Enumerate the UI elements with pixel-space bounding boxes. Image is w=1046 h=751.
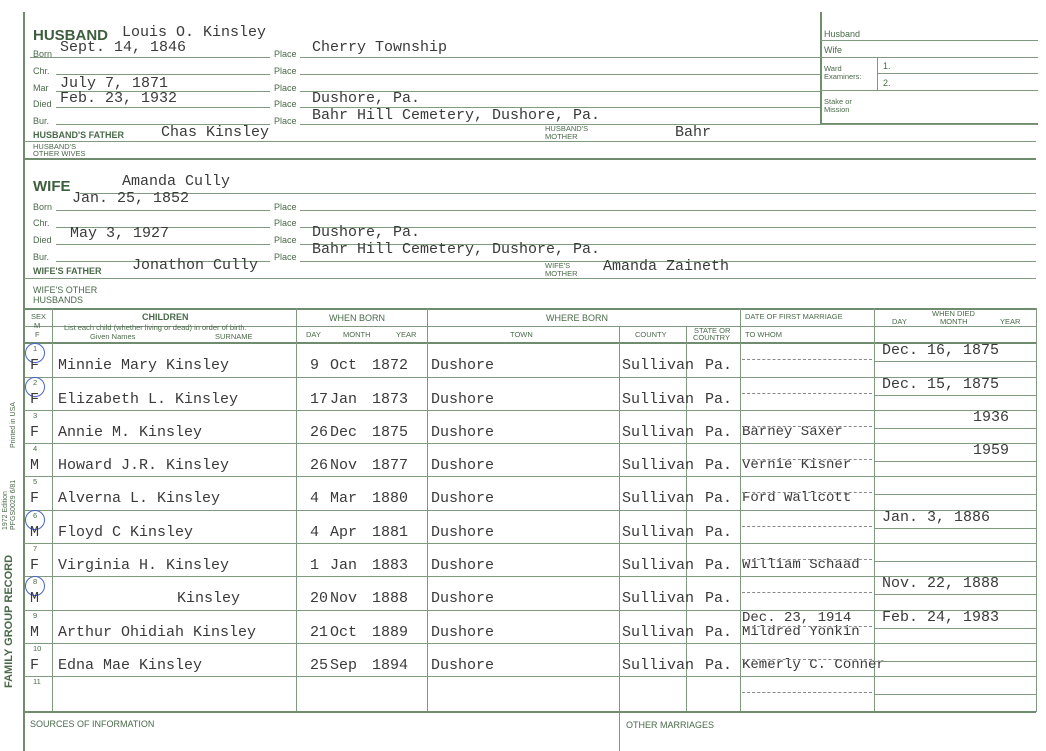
child-spouse: Mildred Yonkin: [742, 624, 860, 640]
wife-heading: WIFE: [33, 178, 71, 195]
examiner-2-label: 2.: [883, 78, 891, 88]
born-label: Born: [33, 49, 53, 59]
child-sex: F: [30, 557, 40, 574]
child-birth-day: 17: [310, 391, 329, 408]
husbands-mother-label: MOTHER: [545, 132, 578, 141]
child-birth-county: Sullivan: [622, 490, 695, 507]
child-spouse: Ford Wallcott: [742, 490, 852, 506]
child-birth-day: 21: [310, 624, 329, 641]
child-sex: F: [30, 490, 40, 507]
child-birth-year: 1872: [372, 357, 409, 374]
child-death-date: Feb. 24, 1983: [882, 609, 1000, 626]
husbands-father-label: HUSBAND'S FATHER: [33, 130, 124, 140]
examiner-1-label: 1.: [883, 61, 891, 71]
child-number: 6: [33, 511, 38, 520]
rule: [300, 74, 820, 75]
child-death-date: 1936: [973, 409, 1010, 426]
child-birth-state: Pa.: [705, 557, 733, 574]
section-divider: [24, 158, 1036, 160]
child-spouse: Vernie Kisner: [742, 457, 852, 473]
child-birth-state: Pa.: [705, 357, 733, 374]
wife-death-place: Dushore, Pa.: [312, 224, 421, 241]
child-birth-month: Nov: [330, 590, 358, 607]
child-birth-county: Sullivan: [622, 657, 695, 674]
wifes-mother-label: WIFE'S: [545, 261, 571, 270]
child-birth-state: Pa.: [705, 424, 733, 441]
husbands-other-wives-label: HUSBAND'S: [33, 142, 77, 151]
place-label: Place: [274, 202, 297, 212]
child-birth-state: Pa.: [705, 624, 733, 641]
rule: [56, 244, 270, 245]
died-row-line: [874, 428, 1036, 429]
child-death-date: Jan. 3, 1886: [882, 509, 991, 526]
bur-label: Bur.: [33, 252, 50, 262]
sex-header: SEX: [31, 312, 47, 321]
wifes-other-husbands-label: WIFE'S OTHER: [33, 285, 98, 295]
died-month-header: MONTH: [940, 317, 968, 326]
child-row-line: [24, 643, 1036, 644]
col-line: [619, 326, 620, 751]
child-number: 1: [33, 344, 38, 353]
child-birth-month: Apr: [330, 524, 358, 541]
box-wife-label: Wife: [824, 45, 842, 55]
box-border: [820, 12, 822, 123]
marriage-dash-line: [742, 426, 872, 427]
child-name: Virginia H. Kinsley: [58, 557, 230, 574]
husband-birth-place: Cherry Township: [312, 39, 448, 56]
box-line: [820, 40, 1038, 41]
wife-father-name: Jonathon Cully: [132, 257, 259, 274]
wifes-other-husbands-label: HUSBANDS: [33, 295, 84, 305]
child-birth-year: 1875: [372, 424, 409, 441]
bur-label: Bur.: [33, 116, 50, 126]
wifes-father-label: WIFE'S FATHER: [33, 266, 102, 276]
stake-label: Mission: [824, 105, 850, 114]
day-header: DAY: [306, 330, 321, 339]
died-row-line: [874, 561, 1036, 562]
child-number: 4: [33, 444, 38, 453]
when-born-header: WHEN BORN: [329, 313, 385, 323]
rule: [300, 124, 1036, 125]
wife-burial-place: Bahr Hill Cemetery, Dushore, Pa.: [312, 241, 601, 258]
child-marriage-date: Dec. 23, 1914: [742, 610, 852, 626]
child-row-line: [24, 676, 1036, 677]
child-birth-town: Dushore: [431, 424, 495, 441]
child-birth-state: Pa.: [705, 524, 733, 541]
child-birth-county: Sullivan: [622, 624, 695, 641]
child-birth-county: Sullivan: [622, 557, 695, 574]
child-birth-month: Sep: [330, 657, 358, 674]
chr-label: Chr.: [33, 66, 50, 76]
child-row-line: [24, 410, 1036, 411]
year-header: YEAR: [396, 330, 417, 339]
husband-mother-name: Bahr: [675, 124, 712, 141]
marriage-dash-line: [742, 659, 872, 660]
died-row-line: [874, 661, 1036, 662]
first-marriage-header: DATE OF FIRST MARRIAGE: [745, 312, 843, 321]
place-label: Place: [274, 252, 297, 262]
child-row-line: [24, 476, 1036, 477]
husband-death-place: Dushore, Pa.: [312, 90, 421, 107]
husbands-mother-label: HUSBAND'S: [545, 124, 589, 133]
where-born-header: WHERE BORN: [546, 313, 609, 323]
child-birth-month: Dec: [330, 424, 358, 441]
child-birth-day: 4: [310, 490, 320, 507]
born-label: Born: [33, 202, 53, 212]
marriage-dash-line: [742, 559, 872, 560]
child-name: Annie M. Kinsley: [58, 424, 203, 441]
child-birth-year: 1894: [372, 657, 409, 674]
child-birth-year: 1873: [372, 391, 409, 408]
child-number: 9: [33, 611, 38, 620]
wife-death-date: May 3, 1927: [70, 225, 170, 242]
child-birth-year: 1889: [372, 624, 409, 641]
husband-death-date: Feb. 23, 1932: [60, 90, 178, 107]
child-sex: M: [30, 457, 40, 474]
child-number: 11: [33, 677, 41, 686]
child-spouse: Kemerly C. Conner: [742, 657, 885, 673]
child-row-line: [24, 443, 1036, 444]
child-name: Arthur Ohidiah Kinsley: [58, 624, 257, 641]
child-birth-county: Sullivan: [622, 357, 695, 374]
marriage-dash-line: [742, 359, 872, 360]
marriage-dash-line: [742, 692, 872, 693]
col-line: [1036, 308, 1037, 712]
place-label: Place: [274, 49, 297, 59]
place-label: Place: [274, 116, 297, 126]
stake-label: Stake or: [824, 97, 852, 106]
child-birth-day: 1: [310, 557, 320, 574]
died-year-header: YEAR: [1000, 317, 1021, 326]
rule: [24, 278, 1036, 279]
side-edition: 1972 Edition: [2, 491, 9, 530]
marriage-dash-line: [742, 626, 872, 627]
section-divider: [24, 711, 1036, 713]
place-label: Place: [274, 218, 297, 228]
child-birth-state: Pa.: [705, 391, 733, 408]
child-sex: M: [30, 524, 40, 541]
rule: [56, 107, 270, 108]
child-number: 5: [33, 477, 38, 486]
died-row-line: [874, 494, 1036, 495]
box-husband-label: Husband: [824, 29, 861, 39]
died-row-line: [874, 361, 1036, 362]
state-header: COUNTRY: [693, 333, 730, 342]
died-row-line: [874, 461, 1036, 462]
when-died-header: WHEN DIED: [932, 309, 975, 318]
chr-label: Chr.: [33, 218, 50, 228]
child-birth-state: Pa.: [705, 657, 733, 674]
place-label: Place: [274, 235, 297, 245]
wife-mother-name: Amanda Zaineth: [603, 258, 730, 275]
child-birth-state: Pa.: [705, 590, 733, 607]
husbands-other-wives-label: OTHER WIVES: [33, 149, 86, 158]
child-number: 2: [33, 378, 38, 387]
children-header: CHILDREN: [142, 312, 189, 322]
child-birth-day: 26: [310, 424, 329, 441]
child-birth-town: Dushore: [431, 391, 495, 408]
child-birth-county: Sullivan: [622, 590, 695, 607]
child-name: Howard J.R. Kinsley: [58, 457, 230, 474]
rule: [80, 193, 1036, 194]
side-printed: Printed in USA: [10, 402, 17, 448]
child-birth-year: 1888: [372, 590, 409, 607]
side-title: FAMILY GROUP RECORD: [3, 554, 15, 688]
rule: [300, 210, 1036, 211]
to-whom-header: TO WHOM: [745, 330, 782, 339]
box-line: [820, 90, 1038, 91]
child-birth-month: Oct: [330, 624, 358, 641]
child-sex: F: [30, 391, 40, 408]
child-number: 8: [33, 577, 38, 586]
child-spouse: William Schaad: [742, 557, 860, 573]
child-name: Kinsley: [177, 590, 241, 607]
died-day-header: DAY: [892, 317, 907, 326]
child-birth-month: Oct: [330, 357, 358, 374]
child-spouse: Barney Saxer: [742, 424, 843, 440]
child-name: Minnie Mary Kinsley: [58, 357, 230, 374]
left-border: [23, 12, 25, 751]
town-header: TOWN: [510, 330, 533, 339]
child-birth-county: Sullivan: [622, 391, 695, 408]
box-line: [877, 57, 878, 90]
died-row-line: [874, 594, 1036, 595]
died-row-line: [874, 395, 1036, 396]
child-number: 3: [33, 411, 38, 420]
marriage-dash-line: [742, 492, 872, 493]
mar-label: Mar: [33, 83, 49, 93]
child-birth-day: 20: [310, 590, 329, 607]
child-birth-town: Dushore: [431, 590, 495, 607]
child-birth-month: Jan: [330, 557, 358, 574]
month-header: MONTH: [343, 330, 371, 339]
marriage-dash-line: [742, 459, 872, 460]
child-birth-month: Jan: [330, 391, 358, 408]
box-line: [820, 57, 1038, 58]
husband-marriage-date: July 7, 1871: [60, 75, 169, 92]
surname-header: SURNAME: [215, 332, 253, 341]
sex-m-header: M: [34, 321, 41, 330]
child-birth-day: 9: [310, 357, 320, 374]
died-label: Died: [33, 99, 52, 109]
children-subheader: List each child (whether living or dead) in order of birth.: [64, 323, 247, 332]
sources-label: SOURCES OF INFORMATION: [30, 719, 155, 729]
other-marriages-label: OTHER MARRIAGES: [626, 720, 715, 730]
husband-burial-place: Bahr Hill Cemetery, Dushore, Pa.: [312, 107, 601, 124]
husband-heading: HUSBAND: [33, 27, 108, 44]
husband-birth-date: Sept. 14, 1846: [60, 39, 187, 56]
husband-name: Louis O. Kinsley: [122, 24, 267, 41]
died-row-line: [874, 528, 1036, 529]
rule: [56, 210, 270, 211]
child-name: Edna Mae Kinsley: [58, 657, 203, 674]
child-birth-day: 4: [310, 524, 320, 541]
county-header: COUNTY: [635, 330, 667, 339]
wifes-mother-label: MOTHER: [545, 269, 578, 278]
child-birth-county: Sullivan: [622, 424, 695, 441]
child-row-line: [24, 543, 1036, 544]
child-birth-state: Pa.: [705, 457, 733, 474]
child-birth-year: 1877: [372, 457, 409, 474]
col-line: [686, 326, 687, 712]
child-sex: F: [30, 657, 40, 674]
child-birth-town: Dushore: [431, 357, 495, 374]
child-birth-month: Nov: [330, 457, 358, 474]
rule: [24, 141, 1036, 142]
section-divider: [24, 308, 1036, 310]
child-number: 7: [33, 544, 38, 553]
child-birth-town: Dushore: [431, 557, 495, 574]
child-birth-town: Dushore: [431, 457, 495, 474]
child-birth-state: Pa.: [705, 490, 733, 507]
died-label: Died: [33, 235, 52, 245]
child-birth-county: Sullivan: [622, 457, 695, 474]
child-sex: M: [30, 590, 40, 607]
child-birth-year: 1881: [372, 524, 409, 541]
died-row-line: [874, 694, 1036, 695]
rule: [30, 57, 270, 58]
ward-label: Examiners:: [824, 72, 862, 81]
rule: [300, 57, 820, 58]
state-header: STATE OR: [694, 326, 731, 335]
box-line: [877, 73, 1038, 74]
given-names-header: Given Names: [90, 332, 136, 341]
died-row-line: [874, 628, 1036, 629]
child-birth-day: 26: [310, 457, 329, 474]
marriage-dash-line: [742, 393, 872, 394]
child-birth-year: 1883: [372, 557, 409, 574]
child-death-date: Nov. 22, 1888: [882, 575, 1000, 592]
side-form-number: PFGS0029 6/81: [10, 479, 17, 530]
child-birth-month: Mar: [330, 490, 358, 507]
child-name: Alverna L. Kinsley: [58, 490, 221, 507]
husband-father-name: Chas Kinsley: [161, 124, 270, 141]
child-name: Floyd C Kinsley: [58, 524, 194, 541]
ward-label: Ward: [824, 64, 842, 73]
wife-name: Amanda Cully: [122, 173, 231, 190]
place-label: Place: [274, 99, 297, 109]
sex-f-header: F: [35, 330, 40, 339]
place-label: Place: [274, 83, 297, 93]
child-number: 10: [33, 644, 42, 653]
child-birth-town: Dushore: [431, 624, 495, 641]
wife-birth-date: Jan. 25, 1852: [72, 190, 190, 207]
child-birth-day: 25: [310, 657, 329, 674]
child-death-date: Dec. 15, 1875: [882, 376, 1000, 393]
marriage-dash-line: [742, 526, 872, 527]
child-sex: M: [30, 624, 40, 641]
child-birth-town: Dushore: [431, 490, 495, 507]
child-birth-county: Sullivan: [622, 524, 695, 541]
child-birth-town: Dushore: [431, 524, 495, 541]
child-sex: F: [30, 357, 40, 374]
child-birth-town: Dushore: [431, 657, 495, 674]
child-death-date: 1959: [973, 442, 1010, 459]
place-label: Place: [274, 66, 297, 76]
child-sex: F: [30, 424, 40, 441]
child-death-date: Dec. 16, 1875: [882, 342, 1000, 359]
child-name: Elizabeth L. Kinsley: [58, 391, 239, 408]
child-birth-year: 1880: [372, 490, 409, 507]
marriage-dash-line: [742, 592, 872, 593]
